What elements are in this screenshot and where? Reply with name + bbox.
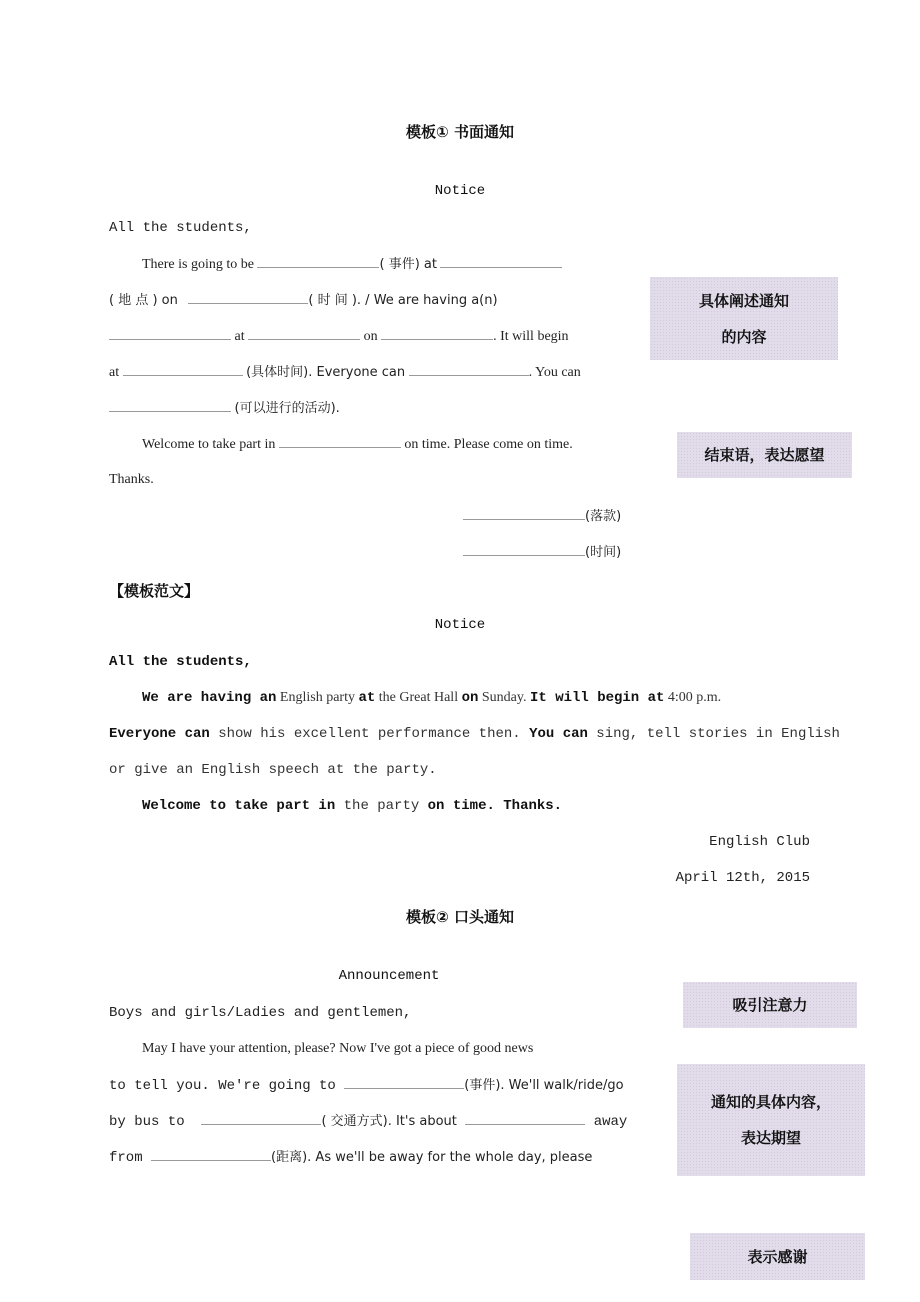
blank-field[interactable] xyxy=(248,327,360,340)
text: (距离). As we'll be away for the whole day, please xyxy=(271,1150,593,1165)
sample-paragraph-2 xyxy=(109,725,840,743)
text: ( 事件) at xyxy=(379,257,437,272)
callout-text: 表达期望 xyxy=(740,1129,801,1147)
text: at xyxy=(234,329,245,344)
text: (具体时间). Everyone can xyxy=(246,365,406,380)
template2-line4 xyxy=(109,1148,677,1167)
template2-line2 xyxy=(109,1076,624,1095)
callout-text: 的内容 xyxy=(721,327,767,346)
text: on xyxy=(461,690,479,706)
text: You can xyxy=(529,726,588,742)
template1-line6 xyxy=(142,435,573,454)
text: show his excellent performance then. xyxy=(209,726,530,742)
text: English party xyxy=(276,690,359,705)
template1-signature xyxy=(463,507,621,526)
blank-field[interactable] xyxy=(409,363,529,376)
blank-field[interactable] xyxy=(257,255,379,268)
blank-field[interactable] xyxy=(151,1148,271,1161)
template2-heading: 模板② 口头通知 xyxy=(406,908,514,926)
text: (落款) xyxy=(585,509,622,524)
text: We are having an xyxy=(142,690,277,706)
template1-line7: Thanks. xyxy=(109,472,154,487)
sample-paragraph-1 xyxy=(142,689,721,707)
text: on time. Thanks. xyxy=(427,798,563,814)
callout-attention xyxy=(683,982,857,1028)
text: . It will begin xyxy=(493,329,569,344)
blank-field[interactable] xyxy=(381,327,493,340)
template1-heading: 模板① 书面通知 xyxy=(406,123,514,141)
text: ( 交通方式). It's about xyxy=(321,1114,457,1129)
blank-field[interactable] xyxy=(109,327,231,340)
text: . You can xyxy=(528,365,581,380)
text: from xyxy=(109,1150,143,1166)
text: on xyxy=(363,329,378,344)
callout-text: 具体阐述通知 xyxy=(698,291,789,310)
text: There is going to be xyxy=(142,257,254,272)
text: ( 地 点 ) on xyxy=(109,293,178,308)
sample-date: April 12th, 2015 xyxy=(675,870,810,886)
sample-label: 【模板范文】 xyxy=(109,582,200,600)
text: away xyxy=(593,1114,628,1130)
template1-line5 xyxy=(109,399,340,418)
template1-greeting: All the students, xyxy=(109,220,252,236)
template1-title: Notice xyxy=(434,183,486,199)
text: the Great Hall xyxy=(375,690,462,705)
sample-title: Notice xyxy=(434,617,486,633)
blank-field[interactable] xyxy=(463,507,585,520)
callout-thanks xyxy=(690,1233,865,1280)
blank-field[interactable] xyxy=(201,1112,321,1125)
template2-greeting: Boys and girls/Ladies and gentlemen, xyxy=(109,1005,412,1021)
text: (可以进行的活动). xyxy=(234,401,340,416)
template1-date xyxy=(463,543,621,562)
text: It will begin at xyxy=(529,690,665,706)
text: at xyxy=(109,365,120,380)
callout-content-detail xyxy=(650,277,838,360)
template2-line1: May I have your attention, please? Now I've got a piece of good news xyxy=(142,1041,534,1056)
callout-closing xyxy=(677,432,852,478)
sample-paragraph-4 xyxy=(142,797,562,815)
text: (时间) xyxy=(585,545,622,560)
blank-field[interactable] xyxy=(188,291,308,304)
text: Welcome to take part in xyxy=(142,798,336,814)
blank-field[interactable] xyxy=(440,255,562,268)
callout-text: 表示感谢 xyxy=(747,1247,808,1266)
text: 4:00 p.m. xyxy=(664,690,722,705)
blank-field[interactable] xyxy=(279,435,401,448)
text: Sunday. xyxy=(478,690,530,705)
blank-field[interactable] xyxy=(344,1076,464,1089)
callout-text: 结束语，表达愿望 xyxy=(704,446,825,464)
text: (事件). We'll walk/ride/go xyxy=(464,1078,624,1093)
callout-text: 吸引注意力 xyxy=(732,996,808,1014)
text: to tell you. We're going to xyxy=(109,1078,336,1094)
text: the party xyxy=(335,798,428,814)
text: ( 时 间 ). / We are having a(n) xyxy=(308,293,498,308)
text: at xyxy=(358,690,376,706)
callout-announcement-detail xyxy=(677,1064,865,1176)
template2-line3 xyxy=(109,1112,627,1131)
text: by bus to xyxy=(109,1114,185,1130)
template1-line2 xyxy=(109,291,498,310)
template2-title: Announcement xyxy=(338,968,440,984)
sample-paragraph-3: or give an English speech at the party. xyxy=(109,762,437,778)
template1-line4 xyxy=(109,363,581,382)
sample-signature: English Club xyxy=(709,834,810,850)
text: on time. Please come on time. xyxy=(404,437,573,452)
blank-field[interactable] xyxy=(465,1112,585,1125)
text: Welcome to take part in xyxy=(142,437,276,452)
text: Everyone can xyxy=(109,726,210,742)
blank-field[interactable] xyxy=(463,543,585,556)
callout-text: 通知的具体内容， xyxy=(710,1093,831,1111)
template1-line1 xyxy=(142,255,562,274)
text: sing, tell stories in English xyxy=(587,726,840,742)
template1-line3 xyxy=(109,327,569,346)
sample-greeting: All the students, xyxy=(109,654,252,670)
blank-field[interactable] xyxy=(123,363,243,376)
blank-field[interactable] xyxy=(109,399,231,412)
